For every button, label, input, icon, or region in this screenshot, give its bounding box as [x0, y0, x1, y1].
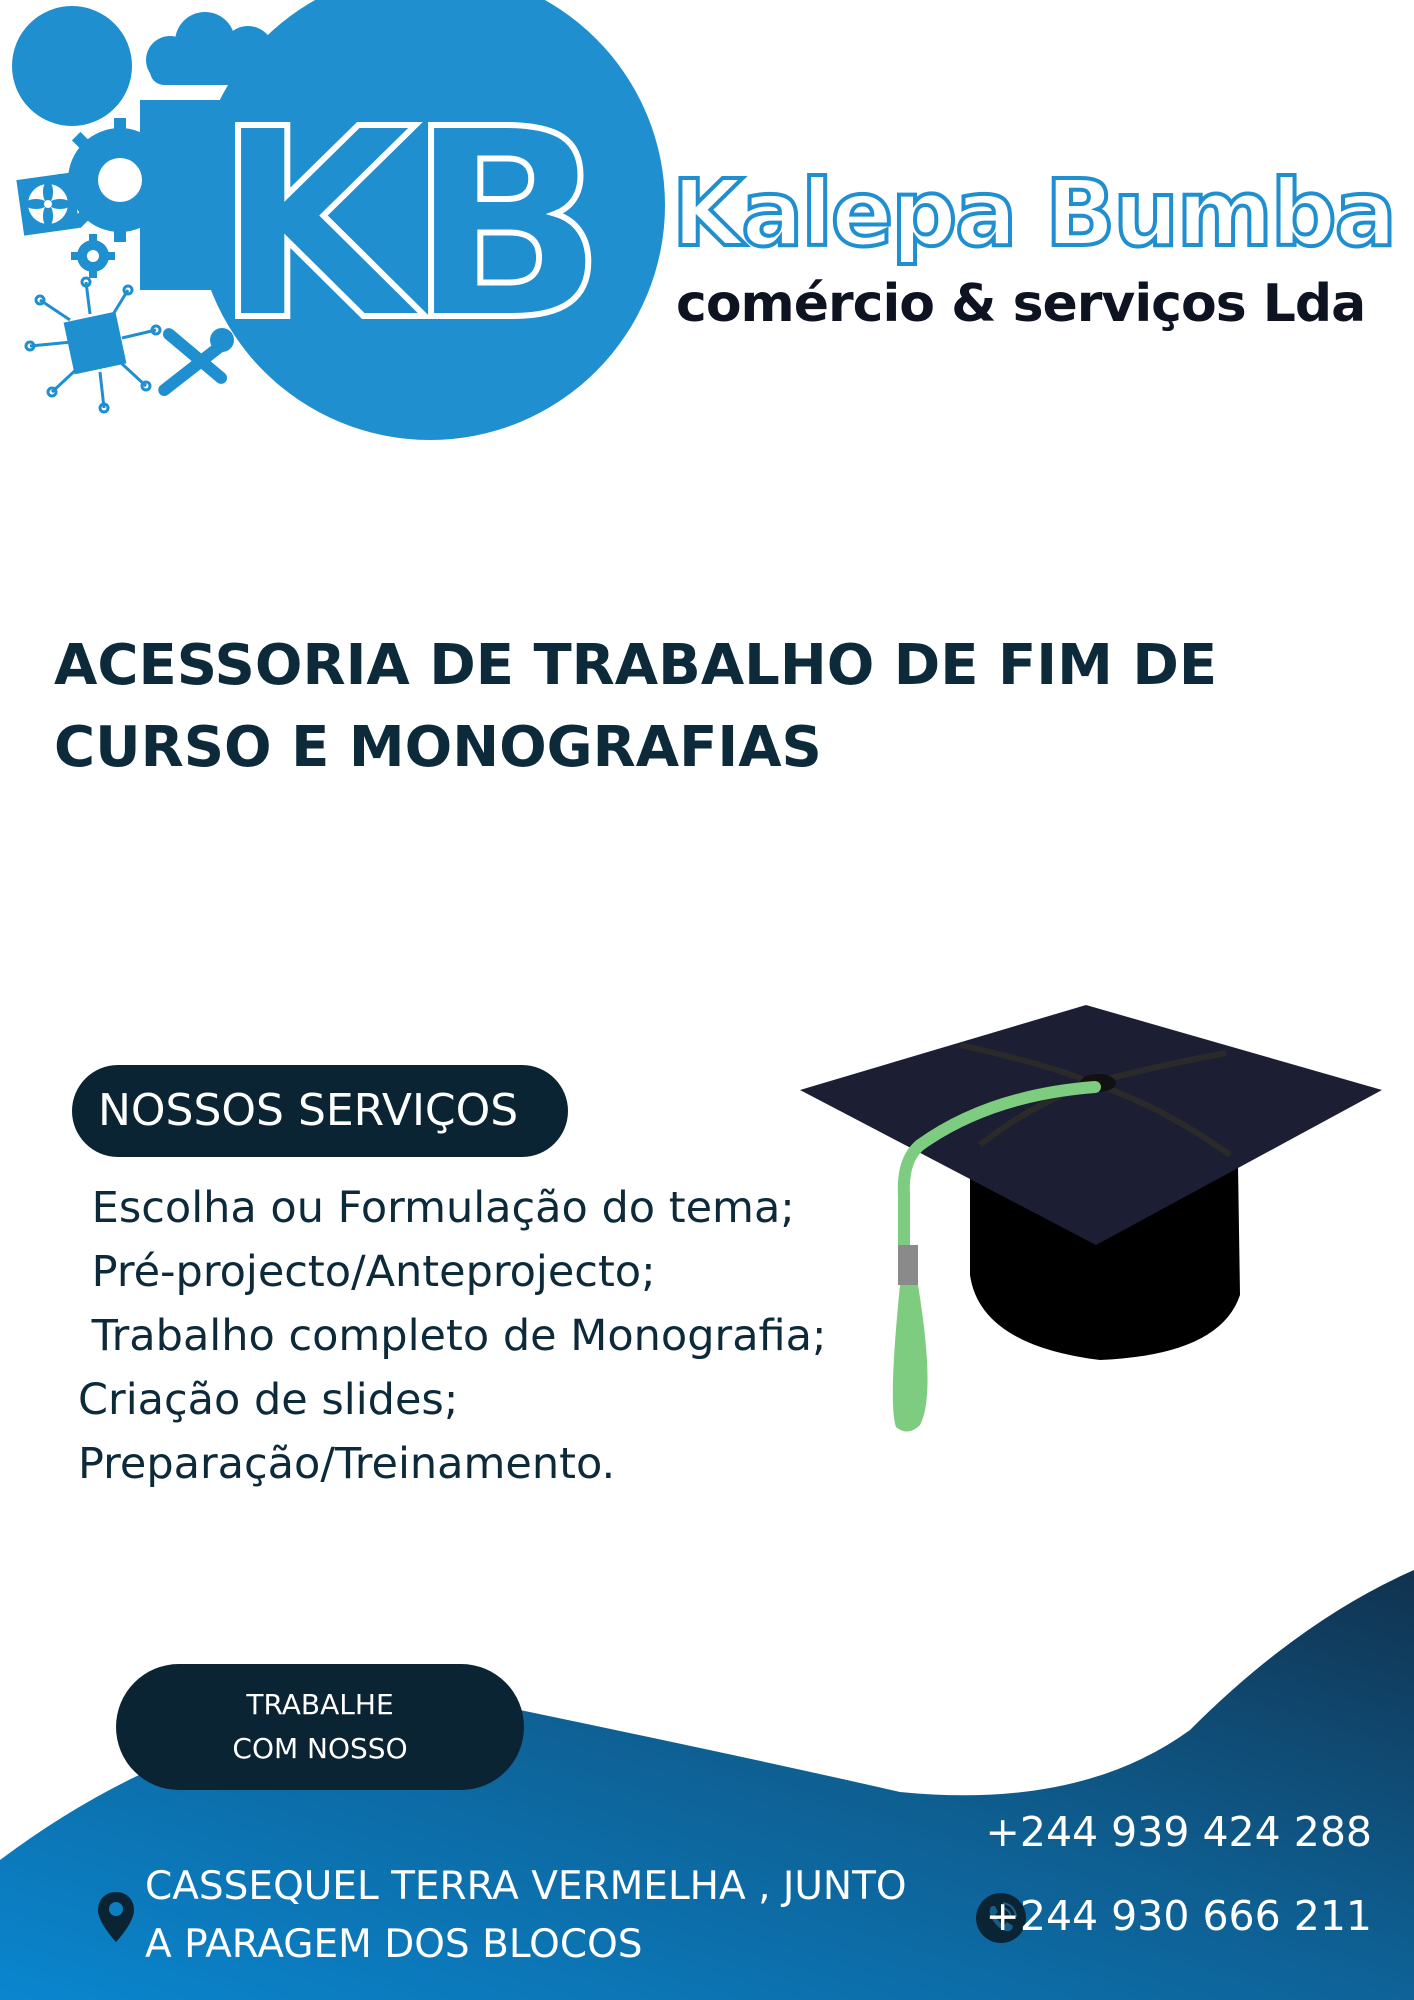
service-item: Trabalho completo de Monografia;: [78, 1311, 827, 1361]
address-line-1: CASSEQUEL TERRA VERMELHA , JUNTO: [145, 1864, 907, 1909]
cta-line-2: COM NOSSO: [232, 1732, 408, 1765]
chip-icon: [26, 278, 160, 412]
graduation-cap-icon: [790, 995, 1390, 1450]
logo-monogram: KB: [214, 73, 597, 378]
location-pin-icon: [96, 1890, 136, 1944]
service-item: Escolha ou Formulação do tema;: [78, 1183, 795, 1233]
phone-number-1[interactable]: +244 939 424 288: [985, 1808, 1372, 1856]
page-title: ACESSORIA DE TRABALHO DE FIM DE CURSO E MONOGRAFIAS: [54, 633, 1218, 780]
logo-small-circle: [12, 6, 132, 126]
service-item: Preparação/Treinamento.: [78, 1439, 616, 1489]
address-line-2: A PARAGEM DOS BLOCOS: [145, 1922, 643, 1967]
phone-number-2[interactable]: +244 930 666 211: [985, 1892, 1372, 1940]
service-item: Criação de slides;: [78, 1375, 459, 1425]
brand-name: Kalepa Bumba: [672, 160, 1395, 267]
small-gear-icon: [71, 234, 115, 278]
brand-subtitle: comércio & serviços Lda: [676, 274, 1366, 334]
services-title-badge: NOSSOS SERVIÇOS: [72, 1065, 568, 1157]
service-item: Pré-projecto/Anteprojecto;: [78, 1247, 656, 1297]
fan-icon: [16, 172, 79, 235]
address: [145, 1858, 907, 1974]
services-list: [78, 1176, 826, 1496]
work-with-us-button[interactable]: [116, 1664, 524, 1790]
cta-line-1: TRABALHE: [246, 1688, 394, 1721]
